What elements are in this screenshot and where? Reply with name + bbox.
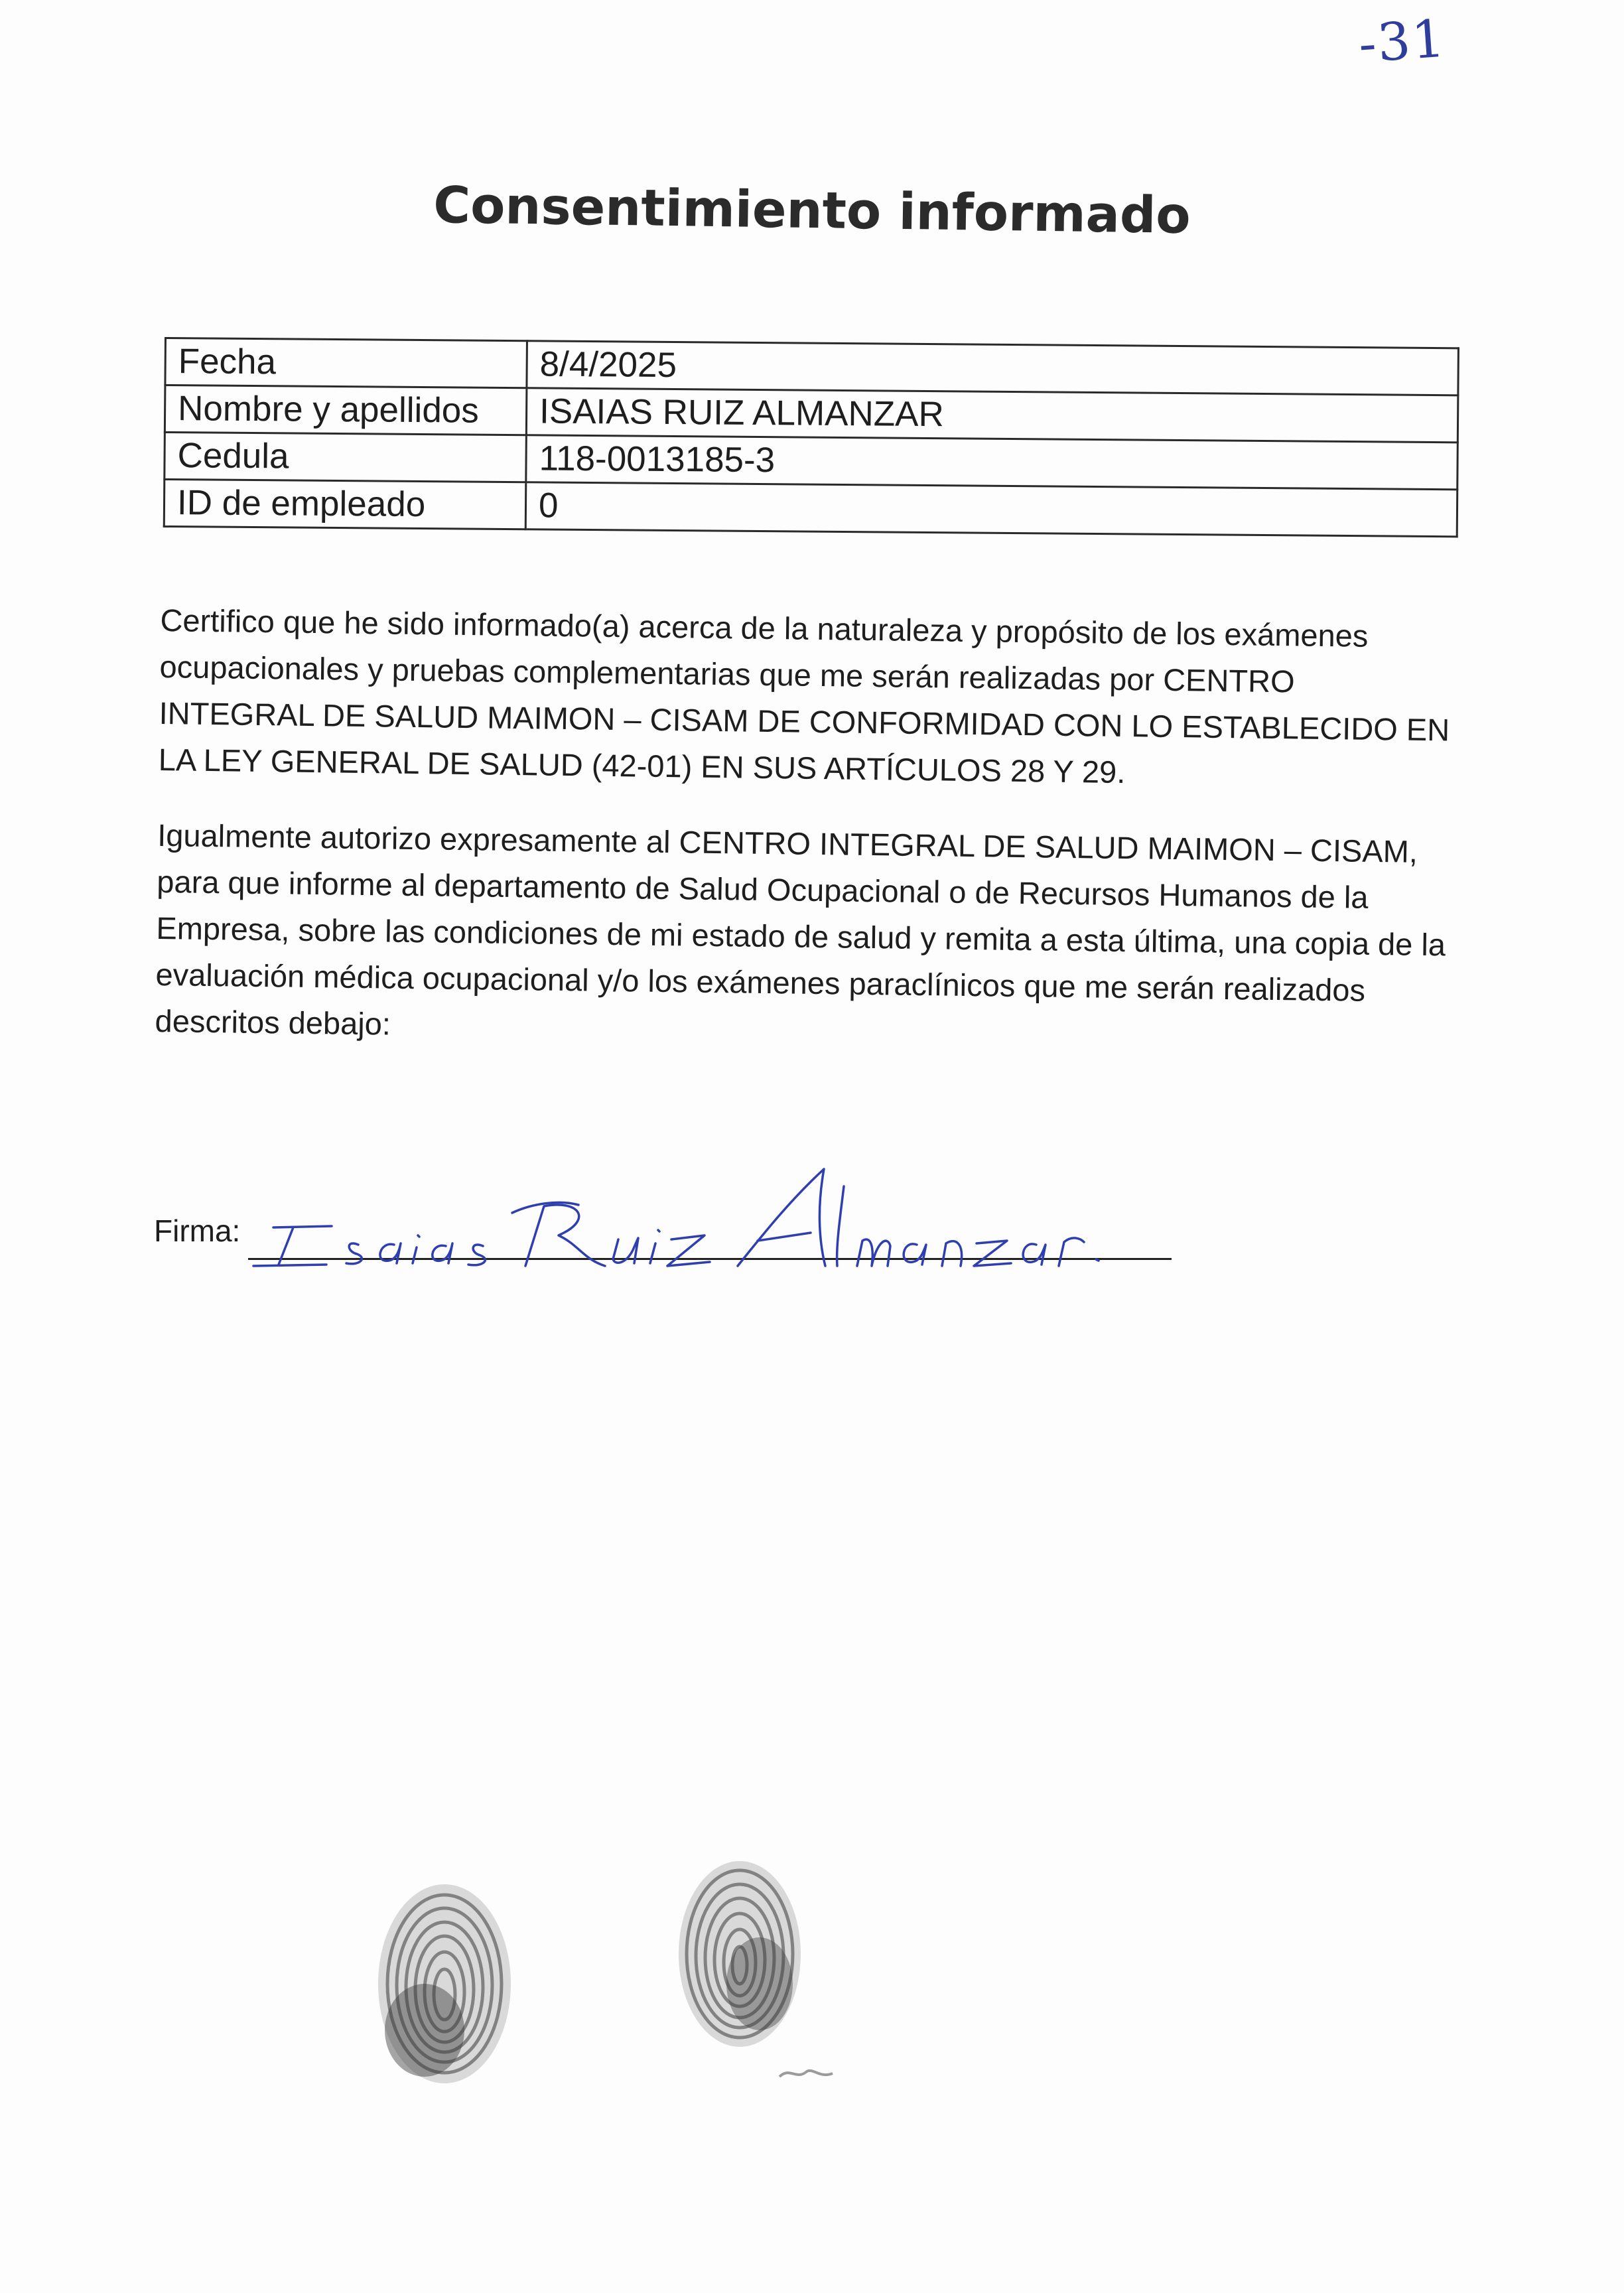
document-title: Consentimiento informado xyxy=(433,175,1191,245)
field-label-id-empleado: ID de empleado xyxy=(164,480,526,529)
handwritten-signature xyxy=(247,1166,1176,1273)
consent-text xyxy=(155,597,1454,1090)
authorization-paragraph: Igualmente autorizo expresamente al CENTRO INTEGRAL DE SALUD MAIMON – CISAM, para que informe al departamento de Salud Ocupacional o de Recursos Humanos de la Empresa, sobre las condiciones de mi estado de salud y remita a esta última, una copia de la evaluación médica ocupacional y/o los exámenes paraclínicos que me serán realizados descritos debajo: xyxy=(155,817,1446,1042)
handwritten-page-number: -31 xyxy=(1357,9,1448,75)
left-fingerprint xyxy=(368,1871,521,2090)
right-fingerprint xyxy=(670,1851,809,2057)
field-label-nombre: Nombre y apellidos xyxy=(165,385,527,435)
field-value-fecha: 8/4/2025 xyxy=(527,341,1459,395)
ink-smudge xyxy=(776,2060,836,2087)
field-label-fecha: Fecha xyxy=(165,338,527,388)
certification-paragraph: Certifico que he sido informado(a) acerca de la naturaleza y propósito de los exámenes ocupacionales y pruebas complementarias que me serán realizadas por CENTRO INTEGRAL DE SALUD MAIMON – CISAM DE CONFORMIDAD CON LO ESTABLECIDO EN LA LEY GENERAL DE SALUD (42-01) EN SUS ARTÍCULOS 28 Y 29. xyxy=(158,602,1450,790)
field-value-id-empleado: 0 xyxy=(525,482,1457,537)
personal-info-table xyxy=(163,337,1459,537)
table-row xyxy=(164,480,1457,537)
field-value-nombre: ISAIAS RUIZ ALMANZAR xyxy=(526,388,1458,443)
field-value-cedula: 118-0013185-3 xyxy=(526,435,1458,490)
signature-label: Firma: xyxy=(154,1214,241,1248)
signature-block xyxy=(154,1206,1176,1273)
field-label-cedula: Cedula xyxy=(165,433,527,482)
